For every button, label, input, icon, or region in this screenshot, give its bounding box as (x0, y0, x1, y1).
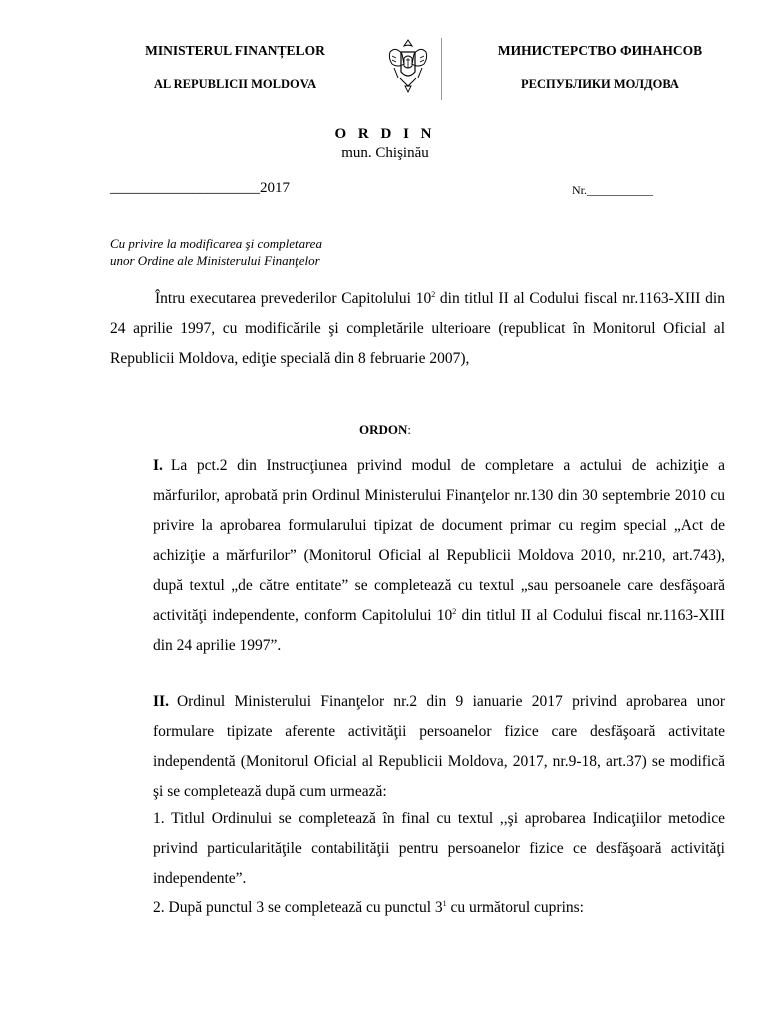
subject-line-2: unor Ordine ale Ministerului Finanţelor (110, 253, 320, 268)
point-2 (153, 893, 725, 923)
section-1-text-b: din titlul II al Codului fiscal nr.1163-XIII din 24 aprilie 1997”. (153, 607, 725, 654)
document-city: mun. Chişinău (341, 145, 429, 161)
section-2-numeral: II. (153, 693, 169, 710)
point-2-text-a: 2. După punctul 3 se completează cu punctul 3 (153, 899, 443, 916)
section-1-text-a: La pct.2 din Instrucţiunea privind modul de completare a actului de achiziţie a mărfurilor, aprobată prin Ordinul Ministerului Finanţelor nr.130 din 30 septembrie 2010 cu privire la aprobarea formularului tipizat de document primar cu regim special „Act de achiziţie a mărfurilor” (Monitorul Oficial al Republicii Moldova 2010, nr.210, art.743), după textul „de către entitate” se completează cu textul „sau persoanele care desfăşoară activităţi independente, conform Capitolului 10 (153, 457, 725, 624)
document-title: O R D I N (334, 126, 436, 142)
ordon-heading (0, 422, 770, 438)
coat-of-arms-icon (386, 38, 430, 94)
section-1 (153, 451, 725, 661)
intro-paragraph (110, 284, 725, 374)
date-field: ____________________2017 (110, 180, 290, 196)
republic-name-ru: РЕСПУБЛИКИ МОЛДОВА (521, 77, 679, 91)
section-1-numeral: I. (153, 457, 163, 474)
section-2 (153, 687, 725, 807)
header-divider (441, 38, 442, 100)
republic-name-ro: AL REPUBLICII MOLDOVA (153, 77, 317, 91)
section-2-text: Ordinul Ministerului Finanţelor nr.2 din 9 ianuarie 2017 privind aprobarea unor formulare tipizate aferente activităţii persoanelor fizice care desfăşoară activitate independentă (Monitorul Oficial al Republicii Moldova, 2017, nr.9-18, art.37) se modifică şi se completează după cum urmează: (153, 693, 725, 800)
ministry-name-ru: МИНИСТЕРСТВО ФИНАНСОВ (497, 43, 703, 58)
number-blank: ___________ (587, 183, 653, 197)
ordon-word: ORDON (358, 422, 408, 437)
subject-block (110, 235, 322, 269)
number-field (572, 183, 653, 198)
intro-text-a: Întru executarea prevederilor Capitolului 10 (155, 290, 432, 307)
section-1-superscript: 2 (452, 606, 457, 616)
intro-text-b: din titlul II al Codului fiscal nr.1163-XIII din 24 aprilie 1997, cu modificările şi completările ulterioare (republicat în Monitorul Oficial al Republicii Moldova, ediţie specială din 8 februarie 2007), (110, 290, 725, 367)
ordon-colon: : (407, 422, 411, 437)
number-prefix: Nr. (572, 183, 587, 197)
intro-superscript: 2 (431, 289, 436, 299)
point-2-superscript: 1 (442, 898, 447, 908)
subject-line-1: Cu privire la modificarea şi completarea (110, 236, 322, 251)
point-1: 1. Titlul Ordinului se completează în final cu textul ,,şi aprobarea Indicaţiilor metodice privind particularităţile contabilităţii pentru persoanelor fizice ce desfăşoară activităţi independente”. (153, 810, 725, 887)
ministry-name-ro: MINISTERUL FINANȚELOR (145, 43, 325, 58)
point-2-text-b: cu următorul cuprins: (446, 899, 584, 916)
